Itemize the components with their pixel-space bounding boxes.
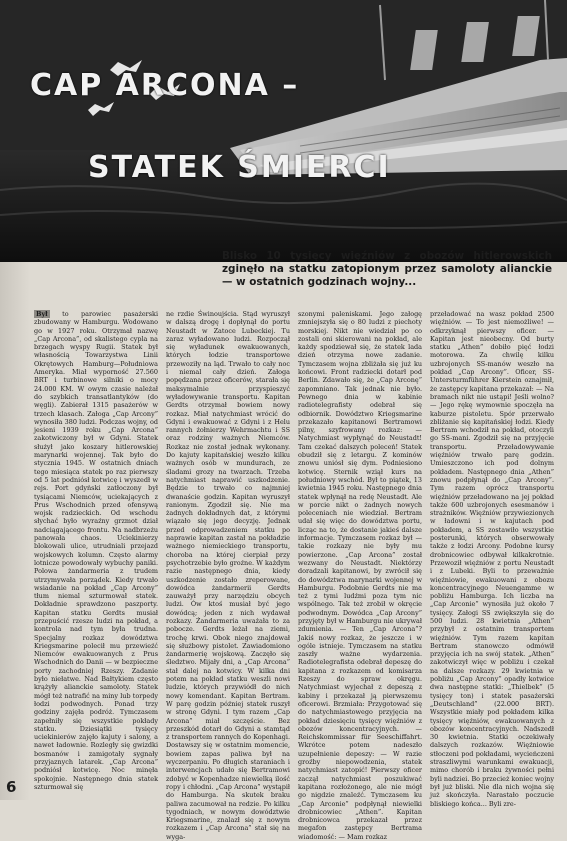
text-column-4 xyxy=(430,310,555,808)
ship-illustration xyxy=(0,0,567,262)
page-edge-shadow xyxy=(0,262,30,800)
column-text: to parowiec pasażerski zbudowany w Hamburgu. Wodowano go w 1927 roku. Otrzymał nazwę „Cap Arcona”, od skalistego cypla na brzegach wyspy Rugii. Statek był własnością Towarzystwa Linii Okrętowych Hamburg—Południowa Ameryka. Miał wyporność 27.560 BRT i turbinowe silniki o mocy 24.000 KM. W owym czasie należał do szybkich transatlantyków (do węgli). Zabierał 1315 pasażerów w trzech klasach. Załoga „Cap Arcony” wynosiła 380 ludzi. Podczas wojny, od jesieni 1939 roku „Cap Arcona” zakotwiczony był w Gdyni. Statek służył jako koszary hitlerowskiej marynarki wojennej. Tak było do stycznia 1945. W ostatnich dniach tego miesiąca statek po raz pierwszy od 5 lat podniósł kotwicę i wyszedł w rejs. Port gdyński zatłoczony był tysiącami Niemców, uciekających z Prus Wschodnich przed ofensywą wojsk radzieckich. Od wschodu słychać było wyraźny grzmot dział nadciągającego frontu. Na nadbrzeżu panowała chaos. Uciekinierzy blokowali ulice, utrudniali przejazd wojskowych kolumn. Często alarmy lotnicze powodowały wybuchy paniki. Polowa żandarmeria z trudem utrzymywała porządek. Kiedy trwało wsiadanie na pokład „Cap Arcony” tłum niemal szturmował statek. Dokładnie sprawdzono paszporty. Kapitan statku Gerdts musiał przepuścić rzesze ludzi na pokład, a kontrola nad tym była trudna. Specjalny rozkaz dowództwa Kriegsmarine polecił mu przewieźć Niemców ewakuowanych z Prus Wschodnich do Danii — w bezpieczne porty zachodniej Rzeszy. Zadanie było niełatwe. Nad Bałtykiem często krążyły alianckie samoloty. Statek mógł też natrafić na miny lub torpedy łodzi podwodnych. Ponad trzy godziny zajęła podróż. Tymczasem zapełniły się wszystkie pokłady statku. Dziesiątki tysięcy uciekinierów zajęło kajuty i salony, a nawet ładownie. Rozległy się gwizdki bosmanów i zamigotały sygnały przyjaznych latarek. „Cap Arcona” podniósł kotwicę. Noc minęła spokojnie. Następnego dnia statek szturmował się xyxy=(34,310,159,791)
column-text: przeładować na wasz pokład 2500 więźniów. — To jest niemożliwe! — odkrzyknął pierwszy oficer. — Kapitan jest nieobecny. Od burty statku „Athen” dobiło pięć łodzi motorowa. Za chwilę kilku uzbrojonych SS-manów weszło na pokład „Cap Arcony”. Oficer, SS-Untersturmführer Kierstein oznajmił, że zastępcy kapitana przekazał: — Na bramach nikt nie ustąpi! Jeśli wolno? — Jego rękę wymownie spoczęła na kaburze pistoletu. Spór przerwało zbliżanie się kapitańskiej łodzi. Kiedy Bertram wchodził na pokład, otoczyli go SS-mani. Zgodził się na przyjęcie transportu. Przeładowywanie więźniów trwało parę godzin. Umieszczono ich pod dolnym pokładem. Następnego dnia „Athen” znowu podpłynął do „Cap Arcony”. Tym razem oprócz transportu więźniów przeładowano na jej pokład także 600 uzbrojonych esesmanów i strażników. Więźniów przywiezionych w ładowni i w kajutach pod pokładem, a SS zostawiło wszystkie posterunki, których obserwowały także z łodzi Arcony. Podobne kursy drobnicowiec odbywał kilkakrotnie. Przewoził więźniów z portu Neustadt i z Lubeki. Byli to przeważnie więźniowie, ewakuowani z obozu koncentracyjnego Neuengamme w pobliżu Hamburga. Ich liczba na „Cap Arconie” wynosiła już około 7 tysięcy. Załogi SS zwiększyła się do 500 ludzi. 28 kwietnia „Athen” przybył z ostatnim transportem więźniów. Tym razem kapitan Bertram stanowczo odmówił przyjęcia ich na swój statek. „Athen” zakotwiczył więc w pobliżu i czekał na dalsze rozkazy. 29 kwietnia w pobliżu „Cap Arcony” opadły kotwice dwa następne statki: „Thielbek” (5 tysięcy ton) i statek pasażerski „Deutschland” (22.000 BRT). Wszystkie miały pod pokładem kilka tysięcy więźniów, ewakuowanych z obozów koncentracyjnych. Nadszedł 30 kwietnia. Statki oczekiwały dalszych rozkazów. Więźniowie stłoczeni pod pokładami, wycieńczeni straszliwymi warunkami ewakuacji, mimo chorób i braku żywności pełni byli nadziei. Bo przecież koniec wojny był już bliski. Nie dla nich wojna się już skończyła. Narastało poczucie bliskiego końca... Byli zre- xyxy=(430,310,555,808)
paragraph xyxy=(34,310,158,791)
text-column-2 xyxy=(166,310,290,841)
column-text: szonymi paleniskami. Jego załogę zmniejszyła się o 80 ludzi z piechoty morskiej. Nikt nie wiedział po co zostali oni skierowani na pokład, ale każdy spodziewał się, że statek lada dzień otrzyma nowe zadanie. Tymczasem wojna zbliżała się już ku końcowi. Front radziecki dotarł pod Berlin. Zdawało się, że „Cap Arconę” zapomniano. Tak jednak nie było. Pewnego dnia w kabinie radiotelegrafisty odebrał się odbiornik. Dowództwo Kriegsmarine przekazało kapitanowi Bertramowi pilny, szyfrowany rozkaz: — Natychmiast wypłynąć do Neustadt! Tam czekać dalszych poleceń! Statek obudził się z letargu. Z kominów znowu uniósł się dym. Podniesiono kotwicę. Sternik wziął kurs na południowy wschód. Był to piątek, 13 kwietnia 1945 roku. Następnego dnia statek wpłynął na redę Neustadt. Ale w porcie nikt o żadnych nowych poleceniach nie wiedział. Bertram udał się więc do dowództwa portu, licząc na to, że dostanie jakieś dalsze informacje. Tymczasem rozkaz był — takie rozkazy nie były mu powierzone. „Cap Arcona” został wezwany do Neustadt. Niektórzy doradzali kapitanowi, by zwrócił się do dowództwa marynarki wojennej w Hamburgu. Podobnie Gerdts nie ma też z tymi ludźmi poza tym nic wspólnego. Tak też zrobił w okręcie podwodnym. Dowódca „Cap Arcony” przyjęty był w Hamburgu nie ukrywał zdumienia. — Ten „Cap Arcona”? Jakiś nowy rozkaz, że jeszcze i w ogóle istnieje. Tymczasem na statku zaszły ważne wydarzenia. Radiotelegrafista odebrał depeszę do kapitana z rozkazem od komisarza Rzeszy do spraw okręgu. Natychmiast wyjechał z depeszą z kabiny i przekazał ją pierwszemu oficerowi. Brzmiała: Przygotować się do natychmiastowego przyjęcia na pokład dziesięciu tysięcy więźniów z obozów koncentracyjnych. — Reichskommissar für Seeschiffahrt. Wkrótce potem nadeszło uzupełnienie depeszy: — W razie groźby niepowodzenia, statek natychmiast zatopić! Pierwszy oficer zaczął natychmiast poszukiwać kapitana rozłożonego, ale nie mógł go nigdzie znaleźć. Tymczasem ku „Cap Arconie” podpłynął niewielki drobnicowiec „Athen”. Kapitan drobnicowca przekazał przez megafon zastępcy Bertrama wiadomość: — Mam rozkaz xyxy=(298,310,422,841)
page-number: 6 xyxy=(6,778,17,796)
dropcap-word: Był xyxy=(36,310,48,318)
text-column-3 xyxy=(298,310,422,841)
text-column-1 xyxy=(34,310,159,791)
hero-photo xyxy=(0,0,567,262)
article-title-line-2: STATEK ŚMIERCI xyxy=(88,150,391,185)
article-title-line-1: CAP ARCONA – xyxy=(30,68,300,103)
article-body xyxy=(34,310,555,841)
article-lead: Blisko 10 tysięcy więźniów z obozów hitlerowskich zginęło na statku zatopionym przez samoloty alianckie — w ostatnich godzinach wojny... xyxy=(222,250,552,288)
column-text: ne rzdie Świnoujścia. Stąd wyruszył w dalszą drogę i dopłynął do portu Neustadt w Zatoce Lubeckiej. Tu zaraz wyładowano ludzi. Rozpoczął się wyładunek ewakuowanych, których łodzie transportowe przewoziły na ląd. Trwało to cały noc i niemal cały dzień. Załoga popędzana przez oficerów, starała się maksymalnie przyspieszyć wyładowywanie transportu. Kapitan Gerdts otrzymał bowiem nowy rozkaz. Miał natychmiast wrócić do Gdyni i ewakuować z Gdyni i z Helu rannych żołnierzy Wehrmachtu i SS oraz rodziny ważnych Niemców. Rozkaz nie został jednak wykonany. Do kajuty kapitańskiej weszło kilku ważnych osób w mundurach, ze śladami grozy na twarzach. Trzeba natychmiast naprawić uszkodzenie. Będzie to trwało co najmniej dwanaście godzin. Kapitan wyruszył ranionym. Zgodził się. Nie ma żadnych dokładnych dat, z którymi wiązało się jego decyzję. Jednak przed odprowadzeniem statku po naprawie kapitan zastał na pokładzie ważnego niemieckiego transportu, choroba na której cierpiał przy psychotrzebie było groźne. W każdym razie następnego dnia, kiedy uszkodzenie zostało zreperowane, dowódca żandarmerii Gerdts zauważył przy narzędziu obcych ludzi. Ów ktoś musiał być jego dowódcą; jeden z nich wydawał rozkazy. Żandarmeria uważała to za pobocze. Gerdts leżał na ziemi, trochę krwi. Obok niego znajdował się służbowy pistolet. Zawiadomiono żandarmerię wojskową. Zaczęło się śledztwo. Mijały dni, a „Cap Arcona” stał dalej na kotwicy. W kilka dni potem na pokład statku weszli nowi ludzie, których przywiódł do nich nowy komendant. Kapitan Bertram. W parę godzin później statek ruszył w stronę Gdyni. I tym razem „Cap Arcona” miał szczęście. Bez przeszkód dotarł do Gdyni a stamtąd z transportem rannych do Kopenhagi. Dostawszy się w ostatnim momencie, bowiem zapas paliwa był na wyczerpaniu. Po długich staraniach i interwencjach udało się Bertramowi zdobyć w Kopenhadze niewielką ilość ropy i chłodni. „Cap Arcona” wystąpił do Hamburga. Na skutek braku paliwa zacumował na redzie. Po kilku tygodniach, w nowym dowództwie Kriegsmarine, znalazł się z nowym rozkazem i „Cap Arcona” stał się na wyga- xyxy=(166,310,290,841)
